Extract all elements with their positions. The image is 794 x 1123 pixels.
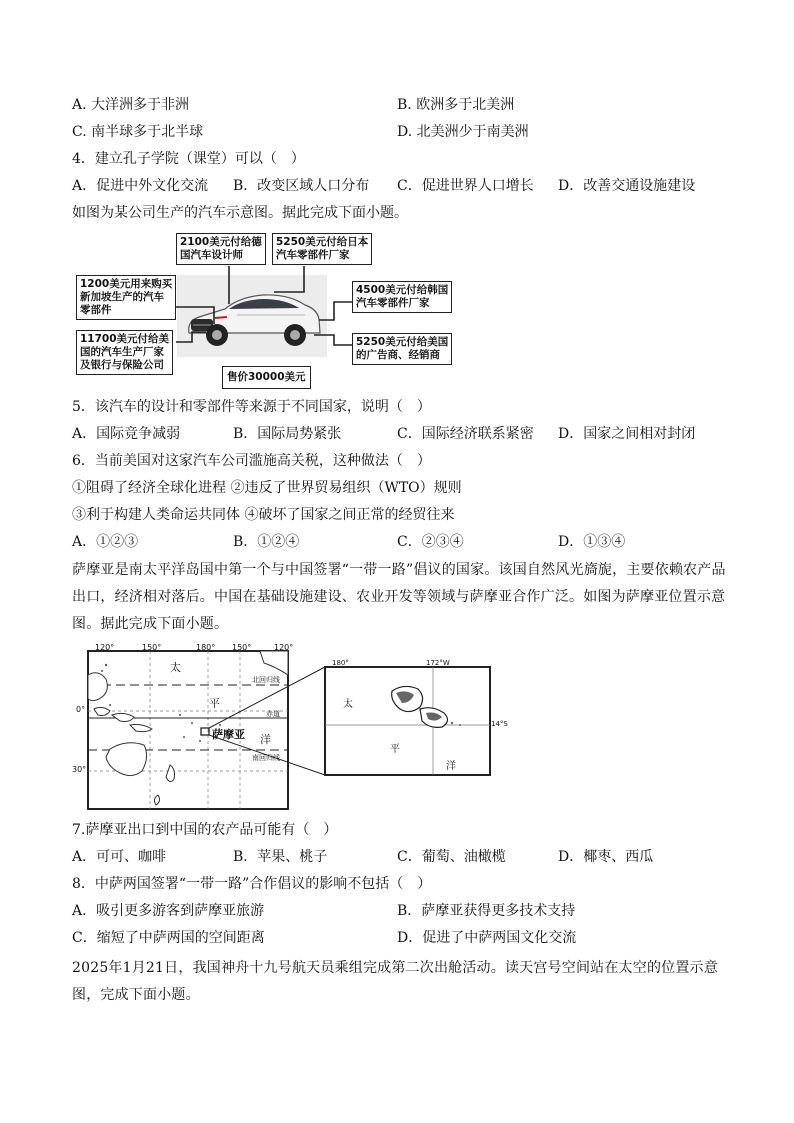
lon-label-120w: 120° <box>274 643 294 652</box>
box-japan-parts <box>272 233 372 265</box>
box-us-ads <box>352 333 452 365</box>
box-us-maker-line1: 11700美元付给美 <box>80 333 170 345</box>
tropic-of-capricorn-label: 南回归线 <box>252 754 280 762</box>
q4-stem: 4．建立孔子学院（课堂）可以（ ） <box>72 151 305 167</box>
q6-statement-line1: ①阻碍了经济全球化进程 ②违反了世界贸易组织（WTO）规则 <box>72 480 462 496</box>
q3-option-b: B. 欧洲多于北美洲 <box>397 97 515 113</box>
inset-lat: 14°S <box>491 720 508 728</box>
box-singapore-line3: 零部件 <box>80 304 112 316</box>
box-korea-parts-line1: 4500美元付给韩国 <box>356 284 449 296</box>
ocean-label-1: 太 <box>170 661 181 674</box>
map-labels <box>72 643 508 815</box>
box-germany-design-line1: 2100美元付给德 <box>180 236 262 248</box>
q7-option-a: A．可可、咖啡 <box>72 849 167 865</box>
q4-option-d: D．改善交通设施建设 <box>558 178 696 194</box>
equator-label: 赤道 <box>266 710 280 718</box>
box-singapore-parts <box>76 275 176 320</box>
inset-lon-right: 172°W <box>426 659 450 667</box>
q3-option-a: A. 大洋洲多于非洲 <box>72 97 190 113</box>
lon-label-150e: 150° <box>142 643 162 652</box>
car-intro: 如图为某公司生产的汽车示意图。据此完成下面小题。 <box>72 205 408 221</box>
q7-option-b: B．苹果、桃子 <box>233 849 328 865</box>
lat-label-0: 0° <box>76 705 86 714</box>
q8-option-a: A．吸引更多游客到萨摩亚旅游 <box>72 903 265 919</box>
q4-option-b: B．改变区域人口分布 <box>233 178 370 194</box>
lat-label-30: 30° <box>72 765 87 774</box>
q6-option-c: C．②③④ <box>397 534 464 550</box>
box-japan-parts-line1: 5250美元付给日本 <box>276 236 369 248</box>
q4-option-a: A．促进中外文化交流 <box>72 178 209 194</box>
q7-stem: 7.萨摩亚出口到中国的农产品可能有（ ） <box>72 822 338 838</box>
q3-option-c: C. 南半球多于北半球 <box>72 124 204 140</box>
q8-option-b: B．萨摩亚获得更多技术支持 <box>397 903 576 919</box>
box-us-ads-line2: 的广告商、经销商 <box>356 349 440 361</box>
samoa-intro: 萨摩亚是南太平洋岛国中第一个与中国签署“一带一路”倡议的国家。该国自然风光旖旎，主要依赖农产品出口，经济相对落后。中国在基础设施建设、农业开发等领域与萨摩亚合作广泛。如图为萨摩亚位置示意图。据此完成下面小题。 <box>72 562 726 632</box>
box-us-ads-line1: 5250美元付给美国 <box>356 336 449 348</box>
samoa-label: 萨摩亚 <box>212 728 245 741</box>
box-japan-parts-line2: 汽车零部件厂家 <box>276 249 350 261</box>
ocean-label-3: 洋 <box>260 733 271 746</box>
inset-ocean-label-3: 洋 <box>446 761 456 772</box>
box-us-maker <box>76 330 173 375</box>
q5-option-c: C．国际经济联系紧密 <box>397 426 534 442</box>
q3-option-d: D. 北美洲少于南美洲 <box>397 124 529 140</box>
inset-lon-left: 180° <box>332 659 349 667</box>
box-us-maker-line3: 及银行与保险公司 <box>80 359 164 371</box>
q7-option-d: D．椰枣、西瓜 <box>558 849 654 865</box>
box-germany-design-line2: 国汽车设计师 <box>180 249 243 261</box>
q5-option-b: B．国际局势紧张 <box>233 426 342 442</box>
ocean-label-2: 平 <box>209 697 220 710</box>
q5-option-d: D．国家之间相对封闭 <box>558 426 696 442</box>
car-figure <box>74 232 460 392</box>
inset-ocean-label-1: 太 <box>343 699 353 710</box>
lon-label-180: 180° <box>196 643 216 652</box>
box-korea-parts-line2: 汽车零部件厂家 <box>356 297 430 309</box>
q5-stem: 5．该汽车的设计和零部件等来源于不同国家，说明（ ） <box>72 399 431 415</box>
q8-option-c: C．缩短了中萨两国的空间距离 <box>72 930 265 946</box>
tiangong-intro: 2025年1月21日，我国神舟十九号航天员乘组完成第二次出舱活动。读天宫号空间站在太空的位置示意图，完成下面小题。 <box>72 960 718 1003</box>
q4-option-c: C．促进世界人口增长 <box>397 178 534 194</box>
box-korea-parts <box>352 281 452 313</box>
box-us-maker-line2: 国的汽车生产厂家 <box>80 346 164 358</box>
q6-option-a: A．①②③ <box>72 534 139 550</box>
box-singapore-line1: 1200美元用来购买 <box>80 278 173 290</box>
q6-statement-line2: ③利于构建人类命运共同体 ④破坏了国家之间正常的经贸往来 <box>72 507 455 523</box>
tropic-of-cancer-label: 北回归线 <box>252 676 280 684</box>
inset-ocean-label-2: 平 <box>390 744 400 755</box>
lon-label-120e: 120° <box>95 643 115 652</box>
box-price: 售价30000美元 <box>222 366 311 389</box>
q6-option-d: D．①③④ <box>558 534 626 550</box>
q8-option-d: D．促进了中萨两国文化交流 <box>397 930 577 946</box>
q7-option-c: C．葡萄、油橄榄 <box>397 849 506 865</box>
q6-option-b: B．①②④ <box>233 534 300 550</box>
q6-stem: 6．当前美国对这家汽车公司滥施高关税，这种做法（ ） <box>72 453 431 469</box>
box-germany-design <box>176 233 266 265</box>
q8-stem: 8．中萨两国签署“一带一路”合作倡议的影响不包括（ ） <box>72 876 432 892</box>
box-singapore-line2: 新加坡生产的汽车 <box>80 291 164 303</box>
q5-option-a: A．国际竞争减弱 <box>72 426 181 442</box>
lon-label-150w: 150° <box>232 643 252 652</box>
